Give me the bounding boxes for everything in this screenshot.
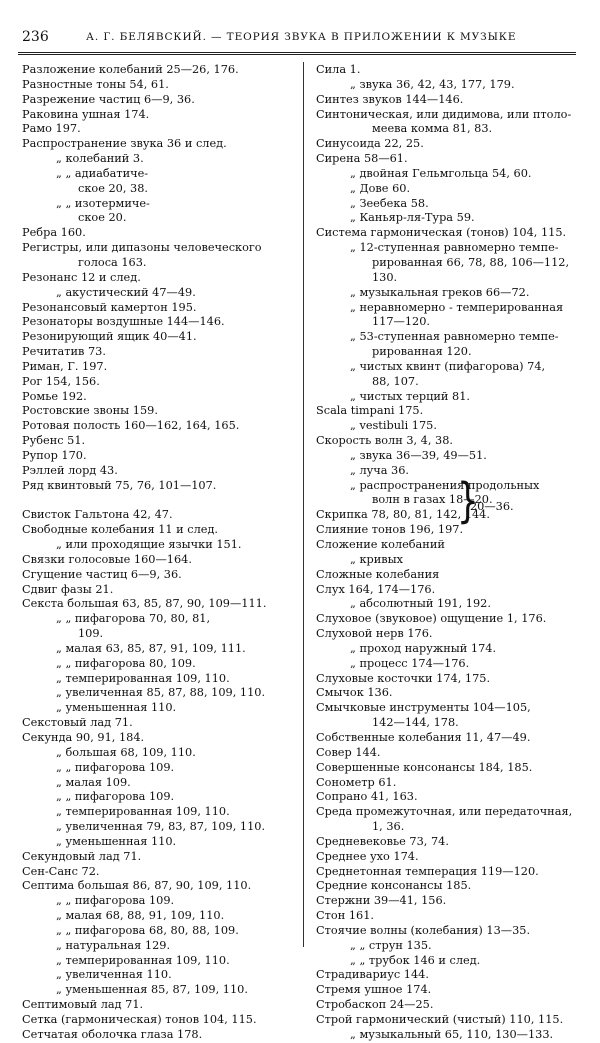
index-entry: Средневековье 73, 74. bbox=[316, 834, 449, 848]
index-entry: „ музыкальная греков 66—72. bbox=[350, 285, 530, 299]
index-entry: Среда промежуточная, или передаточная, bbox=[316, 805, 573, 819]
index-entry: „ 53-ступенная равномерно темпе- bbox=[350, 330, 559, 344]
index-entry: 142—144, 178. bbox=[372, 716, 459, 730]
running-title: А. Г. БЕЛЯВСКИЙ. — ТЕОРИЯ ЗВУКА В ПРИЛОЖЕНИИ К МУЗЫКЕ bbox=[86, 31, 517, 43]
index-entry: Система гармоническая (тонов) 104, 115. bbox=[316, 226, 567, 240]
index-entry: Ростовские звоны 159. bbox=[22, 404, 158, 418]
index-entry: „ увеличенная 85, 87, 88, 109, 110. bbox=[56, 686, 266, 700]
index-entry: Разложение колебаний 25—26, 176. bbox=[22, 63, 239, 76]
index-entry: Слуховые косточки 174, 175. bbox=[316, 671, 491, 685]
index-entry: „ уменьшенная 85, 87, 109, 110. bbox=[56, 983, 248, 997]
index-entry: „ чистых терций 81. bbox=[350, 389, 471, 403]
index-entry: „ колебаний 3. bbox=[56, 152, 144, 166]
index-entry: „ увеличенная 79, 83, 87, 109, 110. bbox=[56, 820, 266, 834]
index-entry: „ увеличенная 110. bbox=[56, 968, 172, 982]
index-entry: „ луча 36. bbox=[350, 463, 410, 477]
index-entry: рированная 120. bbox=[372, 345, 472, 359]
index-entry: „ музыкальный 65, 110, 130—133. bbox=[350, 1027, 554, 1041]
index-entry: „ „ адиабатиче- bbox=[56, 166, 149, 180]
index-entry: Синтез звуков 144—146. bbox=[316, 92, 464, 106]
index-entry: Сгущение частиц 6—9, 36. bbox=[22, 567, 182, 581]
index-entry: Рамо 197. bbox=[22, 122, 81, 136]
index-entry: Стон 161. bbox=[316, 909, 374, 923]
index-entry: „ малая 68, 88, 91, 109, 110. bbox=[56, 909, 225, 923]
index-entry: Слуховой нерв 176. bbox=[316, 627, 433, 641]
index-entry: „ малая 63, 85, 87, 91, 109, 111. bbox=[56, 641, 246, 655]
index-entry: Разрежение частиц 6—9, 36. bbox=[22, 92, 195, 106]
index-entry: Среднетонная темперация 119—120. bbox=[316, 864, 539, 878]
index-entry: „ „ пифагорова 80, 109. bbox=[56, 656, 196, 670]
index-entry: Сила 1. bbox=[316, 63, 361, 76]
index-entry: 88, 107. bbox=[372, 374, 419, 388]
index-entry: 109. bbox=[78, 627, 104, 641]
index-entry: 1, 36. bbox=[372, 820, 405, 834]
index-entry: „ чистых квинт (пифагорова) 74, bbox=[350, 359, 546, 373]
index-entry: Синтоническая, или дидимова, или птоло- bbox=[316, 107, 572, 121]
header-rule bbox=[18, 52, 576, 53]
index-entry: „ распространения продольных bbox=[350, 478, 540, 492]
index-entry: рированная 66, 78, 88, 106—112, bbox=[372, 255, 570, 269]
index-entry: Слух 164, 174—176. bbox=[316, 582, 436, 596]
index-entry: волн в газах 18—20. bbox=[372, 493, 493, 507]
index-entry: Скрипка 78, 80, 81, 142, 144. bbox=[316, 508, 490, 522]
index-entry: „ уменьшенная 110. bbox=[56, 701, 177, 715]
curly-brace: } bbox=[457, 473, 479, 529]
index-entry: Связки голосовые 160—164. bbox=[22, 552, 192, 566]
index-entry: Сопрано 41, 163. bbox=[316, 790, 418, 804]
index-entry: „ „ пифагорова 109. bbox=[56, 760, 175, 774]
index-entry: „ темперированная 109, 110. bbox=[56, 671, 230, 685]
index-entry: ское 20, 38. bbox=[78, 181, 148, 195]
index-entry: Разностные тоны 54, 61. bbox=[22, 77, 169, 91]
index-entry: Рог 154, 156. bbox=[22, 374, 100, 388]
index-entry: „ уменьшенная 110. bbox=[56, 834, 177, 848]
index-entry: Сдвиг фазы 21. bbox=[22, 582, 114, 596]
index-entry: Средние консонансы 185. bbox=[316, 879, 472, 893]
index-entry: Резонирующий ящик 40—41. bbox=[22, 330, 197, 344]
index-entry: Синусоида 22, 25. bbox=[316, 137, 424, 151]
index-entry: Стержни 39—41, 156. bbox=[316, 894, 447, 908]
index-entry: „ темперированная 109, 110. bbox=[56, 953, 230, 967]
index-entry: Строй гармонический (чистый) 110, 115. bbox=[316, 1013, 564, 1026]
index-entry: Смычковые инструменты 104—105, bbox=[316, 701, 531, 715]
index-entry: Секста большая 63, 85, 87, 90, 109—111. bbox=[22, 597, 267, 611]
index-entry: „ малая 109. bbox=[56, 775, 131, 789]
index-entry: Резонаторы воздушные 144—146. bbox=[22, 315, 225, 329]
index-entry: Скорость волн 3, 4, 38. bbox=[316, 434, 454, 448]
index-entry: Септимовый лад 71. bbox=[22, 998, 144, 1012]
index-entry: „ 12-ступенная равномерно темпе- bbox=[350, 241, 559, 255]
index-entry: „ Дове 60. bbox=[350, 181, 411, 195]
index-entry: „ процесс 174—176. bbox=[350, 656, 470, 670]
index-entry: Ромье 192. bbox=[22, 389, 87, 403]
index-entry: Сен-Санс 72. bbox=[22, 864, 100, 878]
index-entry: „ „ пифагорова 70, 80, 81, bbox=[56, 612, 211, 626]
index-entry: 117—120. bbox=[372, 315, 431, 329]
index-entry: „ „ струн 135. bbox=[350, 938, 432, 952]
index-entry: „ акустический 47—49. bbox=[56, 285, 196, 299]
index-entry: „ большая 68, 109, 110. bbox=[56, 745, 196, 759]
index-column-left bbox=[22, 63, 298, 1043]
index-entry: Страдивариус 144. bbox=[316, 968, 429, 982]
index-entry: Речитатив 73. bbox=[22, 345, 106, 359]
index-entry: „ „ пифагорова 109. bbox=[56, 790, 175, 804]
index-entry: Секундовый лад 71. bbox=[22, 849, 142, 863]
index-column-right bbox=[316, 63, 578, 1043]
index-entry: Слияние тонов 196, 197. bbox=[316, 523, 464, 537]
index-entry: ское 20. bbox=[78, 211, 127, 225]
index-entry: „ Зеебека 58. bbox=[350, 196, 429, 210]
index-entry: „ „ пифагорова 109. bbox=[56, 894, 175, 908]
brace-group-ref: 20—36. bbox=[470, 500, 514, 513]
index-entry: Ротовая полость 160—162, 164, 165. bbox=[22, 419, 240, 433]
index-entry: „ „ пифагорова 68, 80, 88, 109. bbox=[56, 923, 239, 937]
index-entry: „ двойная Гельмгольца 54, 60. bbox=[350, 166, 532, 180]
index-entry: „ проход наружный 174. bbox=[350, 641, 497, 655]
index-entry: Стробаскоп 24—25. bbox=[316, 998, 434, 1012]
index-entry: „ неравномерно - темперированная bbox=[350, 300, 564, 314]
index-entry: Совер 144. bbox=[316, 745, 381, 759]
index-entry: Собственные колебания 11, 47—49. bbox=[316, 730, 531, 744]
index-entry: Среднее ухо 174. bbox=[316, 849, 419, 863]
index-entry: „ „ трубок 146 и след. bbox=[350, 953, 481, 967]
index-entry: Регистры, или дипазоны человеческого bbox=[22, 241, 262, 255]
index-entry: Слуховое (звуковое) ощущение 1, 176. bbox=[316, 612, 547, 626]
index-entry: „ vestibuli 175. bbox=[350, 419, 437, 433]
index-entry: Резонансовый камертон 195. bbox=[22, 300, 197, 314]
index-entry: Сложение колебаний bbox=[316, 538, 445, 551]
index-entry: Смычок 136. bbox=[316, 686, 393, 700]
index-entry: „ натуральная 129. bbox=[56, 938, 171, 952]
index-entry: Сетчатая оболочка глаза 178. bbox=[22, 1027, 203, 1041]
index-entry: „ „ изотермиче- bbox=[56, 196, 150, 210]
index-entry: Сложные колебания bbox=[316, 567, 440, 581]
index-entry: меева комма 81, 83. bbox=[372, 122, 493, 136]
index-entry: „ Каньяр-ля-Тура 59. bbox=[350, 211, 475, 225]
index-entry: Сетка (гармоническая) тонов 104, 115. bbox=[22, 1013, 257, 1026]
index-entry: Резонанс 12 и след. bbox=[22, 270, 141, 284]
index-entry: „ темперированная 109, 110. bbox=[56, 805, 230, 819]
index-entry: Рубенс 51. bbox=[22, 434, 86, 448]
index-entry: Сонометр 61. bbox=[316, 775, 397, 789]
page-number: 236 bbox=[22, 29, 49, 45]
index-entry: „ абсолютный 191, 192. bbox=[350, 597, 491, 611]
header-rule-double bbox=[18, 54, 576, 55]
index-entry: „ кривых bbox=[350, 552, 403, 566]
index-entry: Септима большая 86, 87, 90, 109, 110. bbox=[22, 879, 252, 893]
index-entry: Ребра 160. bbox=[22, 226, 86, 240]
index-entry: Распространение звука 36 и след. bbox=[22, 137, 227, 151]
index-entry: Стремя ушное 174. bbox=[316, 983, 432, 997]
index-entry: „ звука 36—39, 49—51. bbox=[350, 448, 487, 462]
index-entry: Секунда 90, 91, 184. bbox=[22, 730, 145, 744]
index-entry: 130. bbox=[372, 270, 398, 284]
index-entry: „ звука 36, 42, 43, 177, 179. bbox=[350, 77, 515, 91]
column-divider bbox=[303, 62, 304, 947]
index-entry: Рэллей лорд 43. bbox=[22, 463, 118, 477]
index-entry: Scala timpani 175. bbox=[316, 404, 424, 418]
index-entry: Секстовый лад 71. bbox=[22, 716, 133, 730]
index-entry: Ряд квинтовый 75, 76, 101—107. bbox=[22, 478, 217, 492]
index-entry: Совершенные консонансы 184, 185. bbox=[316, 760, 533, 774]
index-entry: голоса 163. bbox=[78, 255, 147, 269]
index-entry: Свисток Гальтона 42, 47. bbox=[22, 508, 173, 522]
index-entry: Рупор 170. bbox=[22, 448, 87, 462]
index-entry: Раковина ушная 174. bbox=[22, 107, 150, 121]
index-entry bbox=[22, 493, 298, 508]
running-header bbox=[18, 20, 576, 46]
index-entry: Свободные колебания 11 и след. bbox=[22, 523, 219, 537]
index-entry: Сирена 58—61. bbox=[316, 152, 408, 166]
index-entry: Риман, Г. 197. bbox=[22, 359, 108, 373]
index-entry: „ или проходящие язычки 151. bbox=[56, 538, 242, 551]
index-entry: Стоячие волны (колебания) 13—35. bbox=[316, 923, 531, 937]
